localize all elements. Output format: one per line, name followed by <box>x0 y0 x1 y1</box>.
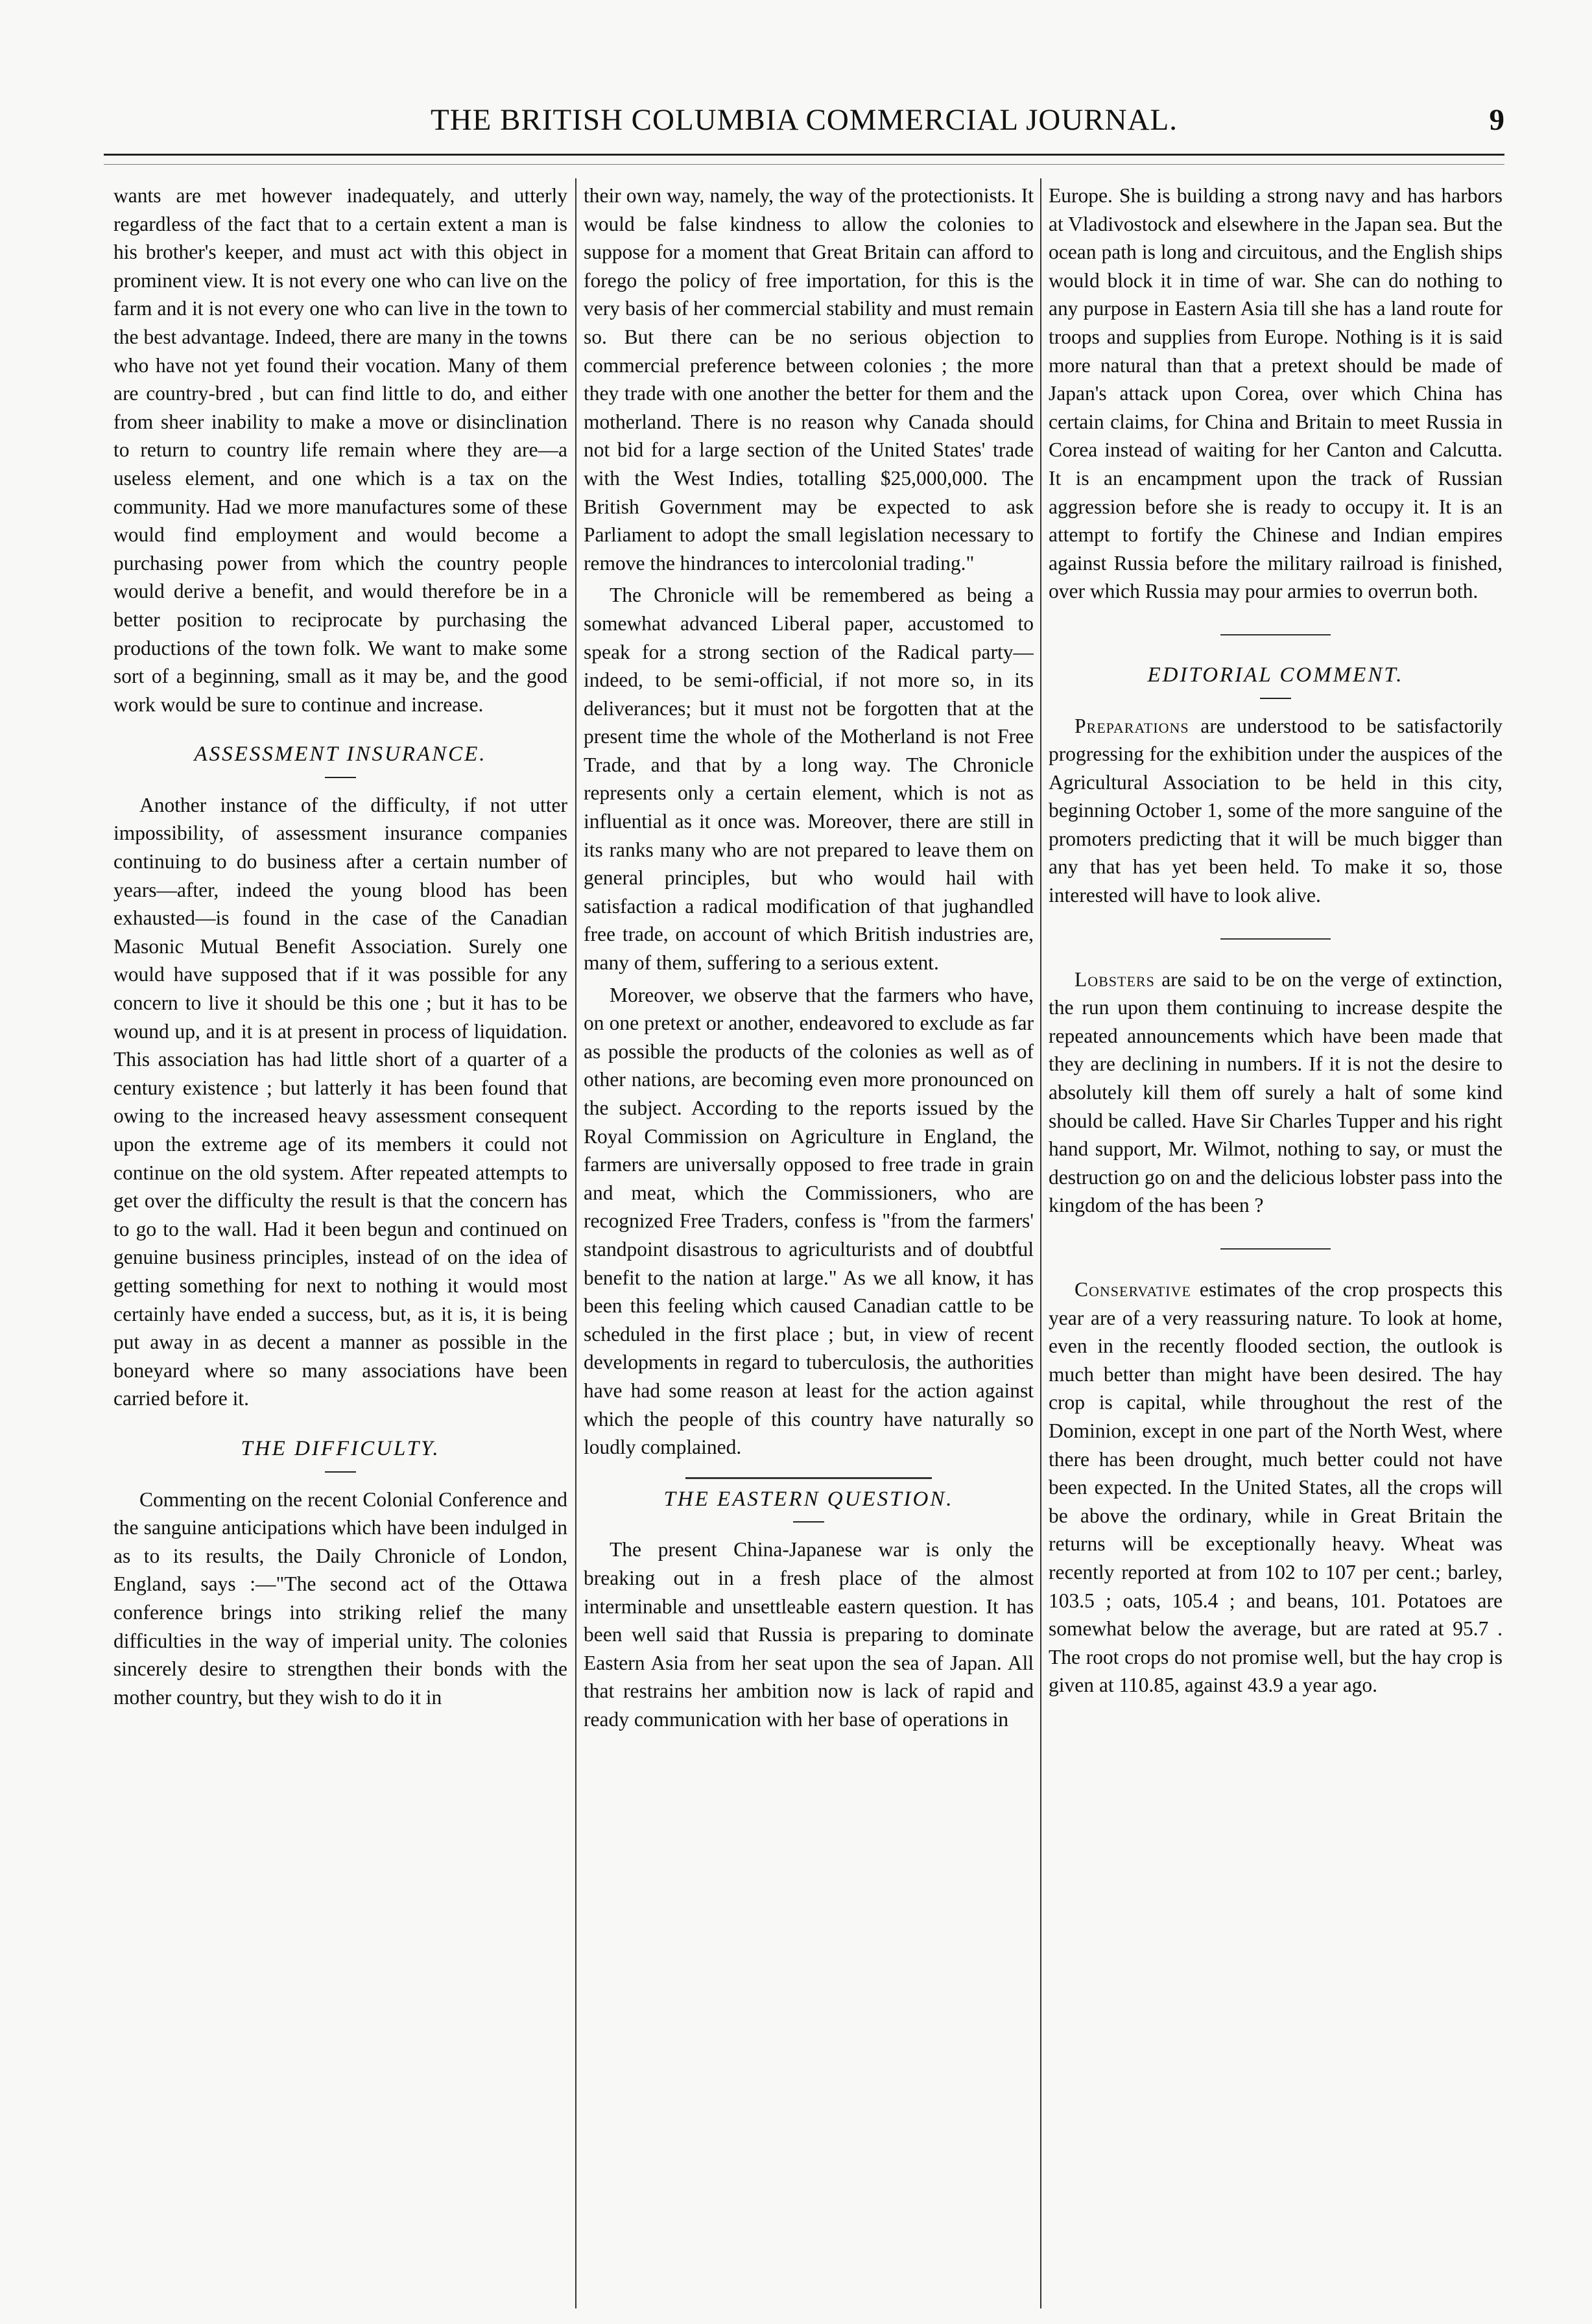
column-left <box>113 182 567 2305</box>
article-paragraph: Another instance of the difficulty, if not utter impossibility, of assessment insurance companies continuing to do business after a certain number of years—after, indeed the young blood has been exhausted—is found in the case of the Canadian Masonic Mutual Benefit Association. Surely one would have supposed that if it was possible for any concern to live it should be this one ; but it has to be wound up, and it is at present in process of liquidation. This association has had little short of a quarter of a century existence ; but latterly it has been found that owing to the increased heavy assessment consequent upon the extreme age of its members it could not continue on the old system. After repeated attempts to get over the difficulty the result is that the concern has to go to the wall. Had it been begun and continued on genuine business principles, instead of on the idea of getting something for next to nothing it would most certainly have ended a success, but, as it is, it is being put away in as decent a manner as possible in the boneyard where so many associations have been carried before it. <box>113 793 567 1410</box>
section-rule <box>685 1477 932 1479</box>
section-heading: ASSESSMENT INSURANCE. <box>194 742 487 766</box>
editorial-item <box>1049 966 1503 1220</box>
lead-word: Lobsters <box>1075 967 1155 991</box>
section-heading: THE DIFFICULTY. <box>241 1436 440 1460</box>
heading-dash <box>325 1471 356 1473</box>
header-rule-thin <box>104 164 1504 165</box>
journal-title: THE BRITISH COLUMBIA COMMERCIAL JOURNAL. <box>431 103 1178 137</box>
column-divider <box>575 178 576 2308</box>
editorial-item <box>1049 1275 1503 1700</box>
article-paragraph: Commenting on the recent Colonial Conference and the sanguine anticipations which have been indulged in as to its results, the Daily Chronicle of London, England, says :—"The second act of the Ottawa conference brings into striking relief the many difficulties in the way of imperial unity. The colonies sincerely desire to strengthen their bonds with the mother country, but they wish to do it in <box>113 1488 567 1709</box>
article-paragraph: The present China-Japanese war is only the breaking out in a fresh place of the almost interminable and unsettleable eastern question. It has been well said that Russia is preparing to dominate Eastern Asia from her seat upon the sea of Japan. All that restrains her ambition now is lack of rapid and ready communication with her base of operations in <box>584 1538 1034 1731</box>
heading-dash <box>793 1521 824 1523</box>
column-middle <box>584 182 1034 2305</box>
article-paragraph: their own way, namely, the way of the protectionists. It would be false kindness to allow the colonies to suppose for a moment that Great Britain can afford to forego the policy of free importation, for this is the very basis of her commercial stability and must remain so. But there can be no serious objection to commercial preference between colonies ; the more they trade with one another the better for them and the motherland. There is no reason why Canada should not bid for a large section of the United States' trade with the West Indies, totalling $25,000,000. The British Government may be expected to ask Parliament to adopt the small legislation necessary to remove the hindrances to intercolonial trading." <box>584 184 1034 575</box>
column-divider <box>1040 178 1041 2308</box>
section-heading: THE EASTERN QUESTION. <box>663 1487 954 1511</box>
section-rule <box>1220 1248 1331 1250</box>
section-rule <box>1220 938 1331 940</box>
article-paragraph: wants are met however inadequately, and utterly regardless of the fact that to a certain extent a man is his brother's keeper, and must act with this object in prominent view. It is not every one who can live on the farm and it is not every one who can live in the town to the best advantage. Indeed, there are many in the towns who have not yet found their vocation. Many of them are country-bred , but can find little to do, and either from sheer inability to make a move or disinclination to return to country life remain where they are—a useless element, and one which is a tax on the community. Had we more manufactures some of these would find employment and would become a purchasing power from which the country people would derive a benefit, and would therefore be in a better position to reciprocate by purchasing the productions of the town folk. We want to make some sort of a beginning, small as it may be, and the good work would be sure to continue and increase. <box>113 184 567 716</box>
section-heading: EDITORIAL COMMENT. <box>1147 663 1404 687</box>
article-paragraph: The Chronicle will be remembered as being a somewhat advanced Liberal paper, accustomed to speak for a strong section of the Radical party—indeed, to be semi-official, if not more so, in its deliverances; but it must not be forgotten that at the present time the whole of the Motherland is not Free Trade, and that by a long way. The Chronicle represents only a certain element, which is not as influential as it once was. Moreover, there are still in its ranks many who are not prepared to leave them on general principles, but who would hail with satisfaction a radical modification of that jughandled free trade, on account of which British industries are, many of them, suffering to a serious extent. <box>584 584 1034 975</box>
header-rule <box>104 154 1504 156</box>
page-header <box>104 102 1504 148</box>
article-paragraph: Moreover, we observe that the farmers who have, on one pretext or another, endeavored to exclude as far as possible the products of the colonies as well as of other nations, are becoming even more pronounced on the subject. According to the reports issued by the Royal Commission on Agriculture in England, the farmers are universally opposed to free trade in grain and meat, which the Commissioners, who are recognized Free Traders, confess is "from the farmers' standpoint disastrous to agriculturists and of doubtful benefit to the nation at large." As we all know, it has been this feeling which caused Canadian cattle to be scheduled in the first place ; but, in view of recent developments in regard to tuberculosis, the authorities have had some reason at least for the action against which the people of this country have naturally so loudly complained. <box>584 983 1034 1459</box>
editorial-item <box>1049 712 1503 910</box>
heading-dash <box>325 777 356 778</box>
editorial-text: estimates of the crop prospects this year are of a very reassuring nature. To look at home, even in the recently flooded section, the outlook is much better than might have been desired. The hay crop is capital, while throughout the rest of the Dominion, except in one part of the North West, where there has been drought, much better could not have been expected. In the United States, all the crops will be above the ordinary, while in Great Britain the returns will be exceptionally heavy. Wheat was recently reported at from 102 to 107 per cent.; barley, 103.5 ; oats, 105.4 ; and beans, 101. Potatoes are somewhat below the average, but are rated at 95.7 . The root crops do not promise well, but the hay crop is given at 110.85, against 43.9 a year ago. <box>1049 1278 1503 1697</box>
lead-word: Conservative <box>1075 1278 1191 1301</box>
column-right <box>1049 182 1503 2305</box>
heading-dash <box>1260 698 1291 699</box>
article-paragraph: Europe. She is building a strong navy and has harbors at Vladivostock and elsewhere in the Japan sea. But the ocean path is long and circuitous, and the English ships would block it in time of war. She can do nothing to any purpose in Eastern Asia till she has a land route for troops and supplies from Europe. Nothing is it is said more natural than that a pretext should be made of Japan's attack upon Corea, over which China has certain claims, for China and Britain to meet Russia in Corea instead of waiting for her Canton and Calcutta. It is an encampment upon the track of Russian aggression before she is ready to occupy it. It is an attempt to fortify the Chinese and Indian empires against Russia before the military railroad is finished, over which Russia may pour armies to overrun both. <box>1049 184 1503 603</box>
editorial-text: are said to be on the verge of extinction, the run upon them continuing to increase despite the repeated announcements which have been made that they are declining in numbers. If it is not the desire to absolutely kill them off surely a halt of some kind should be called. Have Sir Charles Tupper and his right hand support, Mr. Wilmot, nothing to say, or must the destruction go on and the delicious lobster pass into the kingdom of the has been ? <box>1049 967 1503 1217</box>
editorial-text: are understood to be satisfactorily progressing for the exhibition under the auspices of the Agricultural Association to be held in this city, beginning October 1, some of the more sanguine of the promoters predicting that it will be much bigger than any that has yet been held. To make it so, those interested will have to look alive. <box>1049 714 1503 907</box>
lead-word: Preparations <box>1075 714 1189 737</box>
section-rule <box>1220 634 1331 635</box>
page-number: 9 <box>1489 103 1504 137</box>
